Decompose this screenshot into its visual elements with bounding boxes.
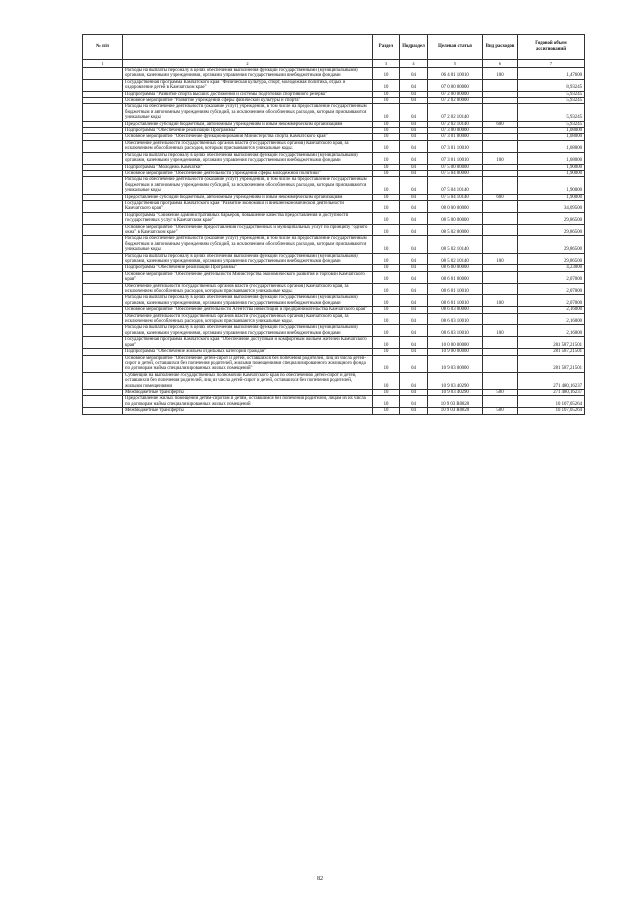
- cell-podrazdel: 04: [400, 408, 428, 414]
- cell-podrazdel: 04: [400, 134, 428, 140]
- cell-amount: 29,86500: [518, 224, 585, 236]
- cell-amount: 281 587,21501: [518, 349, 585, 355]
- cell-csr: 07 3 01 10010: [428, 152, 483, 164]
- cell-razdel: 10: [373, 170, 400, 176]
- cell-csr: 07 5 04 10140: [428, 194, 483, 200]
- cell-razdel: 10: [373, 134, 400, 140]
- table-row: [83, 337, 585, 349]
- cell-name: Межбюджетные трансферты: [123, 408, 373, 414]
- cell-podrazdel: 04: [400, 152, 428, 164]
- header-razdel: Раздел: [373, 35, 400, 60]
- cell-csr: 07 2 02 00000: [428, 98, 483, 104]
- cell-podrazdel: 04: [400, 307, 428, 313]
- cell-csr: 07 5 04 00000: [428, 170, 483, 176]
- cell-podrazdel: 04: [400, 372, 428, 389]
- cell-name: Основное мероприятие "Развитие учреждений сферы физической культуры и спорта": [123, 98, 373, 104]
- cell-amount: 1,08000: [518, 134, 585, 140]
- cell-name: Расходы на обеспечение деятельности (оказание услуг) учреждений, в том числе на предоставление государственным бюджетным и автономным учреждениям субсидий, за исключением обособленных расходов, которым присваиваются уникальные коды: [123, 177, 373, 194]
- cell-vr: [483, 396, 518, 408]
- cell-vr: [483, 104, 518, 121]
- cell-csr: 07 3 01 10010: [428, 140, 483, 152]
- cell-razdel: 10: [373, 79, 400, 91]
- cell-podrazdel: 04: [400, 194, 428, 200]
- cell-razdel: 10: [373, 337, 400, 349]
- cell-podrazdel: 04: [400, 128, 428, 134]
- cell-razdel: 10: [373, 355, 400, 372]
- cell-csr: 07 5 04 10140: [428, 177, 483, 194]
- cell-amount: 1,90000: [518, 177, 585, 194]
- cell-vr: [483, 200, 518, 212]
- index-cell: 2: [123, 60, 373, 68]
- cell-vr: [483, 212, 518, 224]
- cell-num: [83, 271, 123, 283]
- cell-csr: 07 3 01 00000: [428, 134, 483, 140]
- cell-razdel: 10: [373, 372, 400, 389]
- cell-num: [83, 313, 123, 325]
- cell-name: Обеспечение деятельности государственных органов власти (государственных органов) Камчатского края, за исключением обособленных расходов, которым присваиваются уникальные коды.: [123, 140, 373, 152]
- cell-num: [83, 104, 123, 121]
- cell-podrazdel: 04: [400, 121, 428, 127]
- cell-num: [83, 79, 123, 91]
- table-row: [83, 283, 585, 295]
- table-row: [83, 79, 585, 91]
- table-row: [83, 295, 585, 307]
- cell-csr: 07 2 00 00000: [428, 91, 483, 97]
- cell-num: [83, 355, 123, 372]
- cell-name: Расходы на выплаты персоналу в целях обеспечения выполнения функций государственными (муниципальными) органами, казенными учреждениями, органами управления государственными внебюджетными фондами: [123, 152, 373, 164]
- cell-name: Обеспечение деятельности государственных органов власти (государственных органов) Камчатского края, за исключением обособленных расходов, которым присваиваются уникальные коды.: [123, 283, 373, 295]
- cell-razdel: 10: [373, 164, 400, 170]
- cell-csr: 08 6 03 10010: [428, 325, 483, 337]
- cell-vr: [483, 236, 518, 253]
- cell-vr: [483, 355, 518, 372]
- cell-csr: 08 5 00 00000: [428, 212, 483, 224]
- cell-razdel: 10: [373, 140, 400, 152]
- table-row: [83, 355, 585, 372]
- index-row: [83, 60, 585, 68]
- cell-name: Государственная программа Камчатского края "Развитие экономики и внешнеэкономической деятельности Камчатского края": [123, 200, 373, 212]
- cell-razdel: 10: [373, 283, 400, 295]
- cell-name: Расходы на выплаты персоналу в целях обеспечения выполнения функций государственными (муниципальными) органами, казенными учреждениями, органами управления государственными внебюджетными фондами: [123, 253, 373, 265]
- index-cell: 1: [83, 60, 123, 68]
- cell-name: Подпрограмма "Развитие спорта высших достижений и системы подготовки спортивного резерва": [123, 91, 373, 97]
- cell-num: [83, 396, 123, 408]
- cell-csr: 08 6 00 00000: [428, 265, 483, 271]
- cell-vr: 500: [483, 389, 518, 395]
- cell-podrazdel: 04: [400, 283, 428, 295]
- cell-razdel: 10: [373, 253, 400, 265]
- table-row: [83, 325, 585, 337]
- table-body: [83, 68, 585, 415]
- cell-csr: 07 2 02 10140: [428, 121, 483, 127]
- cell-podrazdel: 04: [400, 271, 428, 283]
- cell-csr: 07 2 02 10140: [428, 104, 483, 121]
- table-row: [83, 152, 585, 164]
- cell-name: Основное мероприятие "Обеспечение деятельности Агентства инвестиций и предпринимательства Камчатского края": [123, 307, 373, 313]
- cell-amount: 2,07000: [518, 271, 585, 283]
- cell-csr: 10 9 03 00000: [428, 355, 483, 372]
- table-row: [83, 212, 585, 224]
- cell-name: Основное мероприятие "Обеспечение предоставления государственных и муниципальных услуг по принципу "одного окна" в Камчатском крае": [123, 224, 373, 236]
- table-row: [83, 104, 585, 121]
- cell-name: Основное мероприятие "Обеспечение детей-сирот и детей, оставшихся без попечения родителей, лиц из числа детей-сирот и детей, оставшихся без попечения родителей, жилыми помещениями специализированного жилищного фонда по договорам найма специализированных жилых помещений": [123, 355, 373, 372]
- cell-name: Расходы на обеспечение деятельности (оказание услуг) учреждений, в том числе на предоставление государственным бюджетным и автономным учреждениям субсидий, за исключением обособленных расходов, которым присваиваются уникальные коды: [123, 236, 373, 253]
- cell-amount: 1,47600: [518, 68, 585, 80]
- cell-name: Основное мероприятие "Обеспечение деятельности учреждений сферы молодежной политики": [123, 170, 373, 176]
- index-cell: 7: [518, 60, 585, 68]
- cell-amount: 271 480,16237: [518, 389, 585, 395]
- cell-razdel: 10: [373, 408, 400, 414]
- cell-podrazdel: 04: [400, 355, 428, 372]
- cell-amount: 5,93245: [518, 104, 585, 121]
- cell-name: Основное мероприятие "Обеспечение деятельности Министерства экономического развития и торговли Камчатского края": [123, 271, 373, 283]
- cell-podrazdel: 04: [400, 98, 428, 104]
- table-row: [83, 313, 585, 325]
- cell-razdel: 10: [373, 91, 400, 97]
- cell-podrazdel: 04: [400, 104, 428, 121]
- cell-razdel: 10: [373, 68, 400, 80]
- cell-amount: 10 107,05264: [518, 408, 585, 414]
- table-row: [83, 140, 585, 152]
- cell-csr: 08 5 02 00000: [428, 224, 483, 236]
- cell-num: [83, 152, 123, 164]
- cell-razdel: 10: [373, 396, 400, 408]
- cell-vr: 600: [483, 194, 518, 200]
- table-row: [83, 372, 585, 389]
- cell-csr: 08 6 01 00000: [428, 271, 483, 283]
- cell-num: [83, 295, 123, 307]
- cell-num: [83, 140, 123, 152]
- cell-amount: 281 587,21501: [518, 355, 585, 372]
- cell-amount: 2,16000: [518, 325, 585, 337]
- cell-amount: 1,08000: [518, 140, 585, 152]
- cell-name: Расходы на обеспечение деятельности (оказание услуг) учреждений, в том числе на предоставление государственным бюджетным и автономным учреждениям субсидий, за исключением обособленных расходов, которым присваиваются уникальные коды: [123, 104, 373, 121]
- cell-amount: 29,86500: [518, 236, 585, 253]
- cell-csr: 07 0 00 00000: [428, 79, 483, 91]
- cell-vr: 100: [483, 68, 518, 80]
- cell-csr: 10 0 00 00000: [428, 337, 483, 349]
- cell-podrazdel: 04: [400, 337, 428, 349]
- cell-amount: 1,90000: [518, 194, 585, 200]
- cell-razdel: 10: [373, 212, 400, 224]
- cell-vr: [483, 140, 518, 152]
- cell-razdel: 10: [373, 152, 400, 164]
- cell-podrazdel: 04: [400, 396, 428, 408]
- cell-name: Расходы на выплаты персоналу в целях обеспечения выполнения функций государственными (муниципальными) органами, казенными учреждениями, органами управления государственными внебюджетными фондами: [123, 68, 373, 80]
- cell-podrazdel: 04: [400, 79, 428, 91]
- cell-amount: 5,93245: [518, 91, 585, 97]
- cell-name: Государственная программа Камчатского края "Обеспечение доступным и комфортным жильем жителей Камчатского края": [123, 337, 373, 349]
- cell-vr: 100: [483, 295, 518, 307]
- cell-amount: 4,23000: [518, 265, 585, 271]
- cell-razdel: 10: [373, 271, 400, 283]
- cell-vr: [483, 224, 518, 236]
- cell-amount: 2,07000: [518, 283, 585, 295]
- cell-amount: 2,16000: [518, 313, 585, 325]
- cell-amount: 2,07000: [518, 295, 585, 307]
- cell-csr: 08 0 00 00000: [428, 200, 483, 212]
- cell-csr: 08 5 02 10140: [428, 236, 483, 253]
- cell-podrazdel: 04: [400, 224, 428, 236]
- cell-csr: 10 9 03 R0820: [428, 396, 483, 408]
- cell-csr: 08 5 02 10140: [428, 253, 483, 265]
- page-number: 82: [317, 876, 323, 882]
- cell-csr: 07 5 00 00000: [428, 164, 483, 170]
- cell-amount: 1,08000: [518, 152, 585, 164]
- cell-razdel: 10: [373, 224, 400, 236]
- table-row: [83, 271, 585, 283]
- cell-name: Предоставление жилых помещений детям-сиротам и детям, оставшимся без попечения родителей, лицам из их числа по договорам найма специализированных жилых помещений: [123, 396, 373, 408]
- cell-podrazdel: 04: [400, 236, 428, 253]
- cell-vr: [483, 271, 518, 283]
- cell-razdel: 10: [373, 325, 400, 337]
- table-row: [83, 396, 585, 408]
- cell-num: [83, 212, 123, 224]
- cell-amount: 5,93245: [518, 121, 585, 127]
- cell-name: Расходы на выплаты персоналу в целях обеспечения выполнения функций государственными (муниципальными) органами, казенными учреждениями, органами управления государственными внебюджетными фондами: [123, 325, 373, 337]
- cell-name: Расходы на выплаты персоналу в целях обеспечения выполнения функций государственными (муниципальными) органами, казенными учреждениями, органами управления государственными внебюджетными фондами: [123, 295, 373, 307]
- cell-num: [83, 200, 123, 212]
- cell-name: Государственная программа Камчатского края "Физическая культура, спорт, молодежная политика, отдых и оздоровление детей в Камчатском крае": [123, 79, 373, 91]
- cell-csr: 06 4 01 10010: [428, 68, 483, 80]
- cell-razdel: 10: [373, 265, 400, 271]
- cell-name: Предоставление субсидий бюджетным, автономным учреждениям и иным некоммерческим организациям: [123, 194, 373, 200]
- header-row: [83, 35, 585, 60]
- cell-amount: 10 107,05264: [518, 396, 585, 408]
- cell-num: [83, 283, 123, 295]
- cell-name: Подпрограмма "Обеспечение жильем отдельных категорий граждан": [123, 349, 373, 355]
- cell-razdel: 10: [373, 128, 400, 134]
- cell-podrazdel: 04: [400, 170, 428, 176]
- cell-amount: 8,93245: [518, 79, 585, 91]
- cell-num: [83, 177, 123, 194]
- cell-name: Основное мероприятие "Обеспечение функционирования Министерства спорта Камчатского края": [123, 134, 373, 140]
- cell-num: [83, 337, 123, 349]
- cell-csr: 08 6 01 10010: [428, 295, 483, 307]
- cell-num: [83, 372, 123, 389]
- cell-vr: [483, 372, 518, 389]
- cell-name: Предоставление субсидий бюджетным, автономным учреждениям и иным некоммерческим организациям: [123, 121, 373, 127]
- cell-razdel: 10: [373, 200, 400, 212]
- cell-podrazdel: 04: [400, 295, 428, 307]
- cell-razdel: 10: [373, 349, 400, 355]
- cell-podrazdel: 04: [400, 68, 428, 80]
- cell-podrazdel: 04: [400, 389, 428, 395]
- header-amount: Годовой объем ассигнований: [518, 35, 585, 60]
- cell-podrazdel: 04: [400, 313, 428, 325]
- cell-razdel: 10: [373, 389, 400, 395]
- cell-num: [83, 236, 123, 253]
- cell-vr: [483, 313, 518, 325]
- table-row: [83, 68, 585, 80]
- index-cell: 5: [428, 60, 483, 68]
- table-row: [83, 408, 585, 414]
- cell-podrazdel: 04: [400, 265, 428, 271]
- cell-amount: 1,90000: [518, 164, 585, 170]
- cell-razdel: 10: [373, 313, 400, 325]
- cell-razdel: 10: [373, 177, 400, 194]
- cell-amount: 1,90000: [518, 170, 585, 176]
- cell-podrazdel: 04: [400, 177, 428, 194]
- cell-num: [83, 68, 123, 80]
- cell-podrazdel: 04: [400, 200, 428, 212]
- table-row: [83, 224, 585, 236]
- cell-razdel: 10: [373, 104, 400, 121]
- cell-razdel: 10: [373, 236, 400, 253]
- cell-razdel: 10: [373, 295, 400, 307]
- cell-csr: 07 3 00 00000: [428, 128, 483, 134]
- index-cell: 4: [400, 60, 428, 68]
- cell-name: Субвенции на выполнение государственных полномочий Камчатского края по обеспечению детей-сирот и детей, оставшихся без попечения родителей, лиц из числа детей-сирот и детей, оставшихся без попечения родителей, жилыми помещениями: [123, 372, 373, 389]
- cell-razdel: 10: [373, 98, 400, 104]
- cell-name: Подпрограмма "Молодежь Камчатки": [123, 164, 373, 170]
- cell-amount: 2,16000: [518, 307, 585, 313]
- cell-podrazdel: 04: [400, 91, 428, 97]
- header-podrazdel: Подраздел: [400, 35, 428, 60]
- cell-csr: 10 9 00 00000: [428, 349, 483, 355]
- cell-amount: 34,09500: [518, 200, 585, 212]
- index-cell: 3: [373, 60, 400, 68]
- cell-amount: 29,86500: [518, 212, 585, 224]
- cell-name: Межбюджетные трансферты: [123, 389, 373, 395]
- cell-podrazdel: 04: [400, 212, 428, 224]
- cell-csr: 08 6 03 10010: [428, 313, 483, 325]
- cell-name: Подпрограмма "Обеспечение реализации Программы": [123, 128, 373, 134]
- table-row: [83, 177, 585, 194]
- cell-vr: 500: [483, 408, 518, 414]
- header-num: № п/п: [83, 35, 123, 60]
- index-cell: 6: [483, 60, 518, 68]
- cell-vr: [483, 177, 518, 194]
- table-row: [83, 253, 585, 265]
- cell-podrazdel: 04: [400, 349, 428, 355]
- cell-csr: 08 6 01 10010: [428, 283, 483, 295]
- cell-amount: 281 587,21501: [518, 337, 585, 349]
- cell-amount: 5,93245: [518, 98, 585, 104]
- header-csr: Целевая статья: [428, 35, 483, 60]
- cell-csr: 10 9 03 R0820: [428, 408, 483, 414]
- cell-num: [83, 408, 123, 414]
- budget-table: [82, 34, 585, 415]
- cell-num: [83, 253, 123, 265]
- cell-razdel: 10: [373, 307, 400, 313]
- cell-csr: 10 9 03 40290: [428, 389, 483, 395]
- cell-vr: 600: [483, 121, 518, 127]
- table-row: [83, 236, 585, 253]
- cell-num: [83, 325, 123, 337]
- cell-name: Подпрограмма "Обеспечение реализации Программы": [123, 265, 373, 271]
- cell-num: [83, 224, 123, 236]
- cell-razdel: 10: [373, 121, 400, 127]
- cell-vr: [483, 337, 518, 349]
- cell-name: Обеспечение деятельности государственных органов власти (государственных органов) Камчатского края, за исключением обособленных расходов, которым присваиваются уникальные коды.: [123, 313, 373, 325]
- header-vr: Вид расходов: [483, 35, 518, 60]
- cell-razdel: 10: [373, 194, 400, 200]
- cell-vr: 100: [483, 152, 518, 164]
- cell-name: Подпрограмма "Снижение административных барьеров, повышение качества предоставления и доступности государственных услуг в Камчатском крае": [123, 212, 373, 224]
- cell-podrazdel: 04: [400, 325, 428, 337]
- cell-vr: [483, 79, 518, 91]
- cell-vr: [483, 283, 518, 295]
- cell-vr: 100: [483, 253, 518, 265]
- header-name: [123, 35, 373, 60]
- cell-csr: 10 9 03 40290: [428, 372, 483, 389]
- cell-amount: 1,08000: [518, 128, 585, 134]
- cell-amount: 29,86500: [518, 253, 585, 265]
- table-row: [83, 200, 585, 212]
- cell-podrazdel: 04: [400, 164, 428, 170]
- cell-vr: 100: [483, 325, 518, 337]
- cell-amount: 271 480,16237: [518, 372, 585, 389]
- cell-podrazdel: 04: [400, 140, 428, 152]
- cell-podrazdel: 04: [400, 253, 428, 265]
- cell-csr: 08 6 03 00000: [428, 307, 483, 313]
